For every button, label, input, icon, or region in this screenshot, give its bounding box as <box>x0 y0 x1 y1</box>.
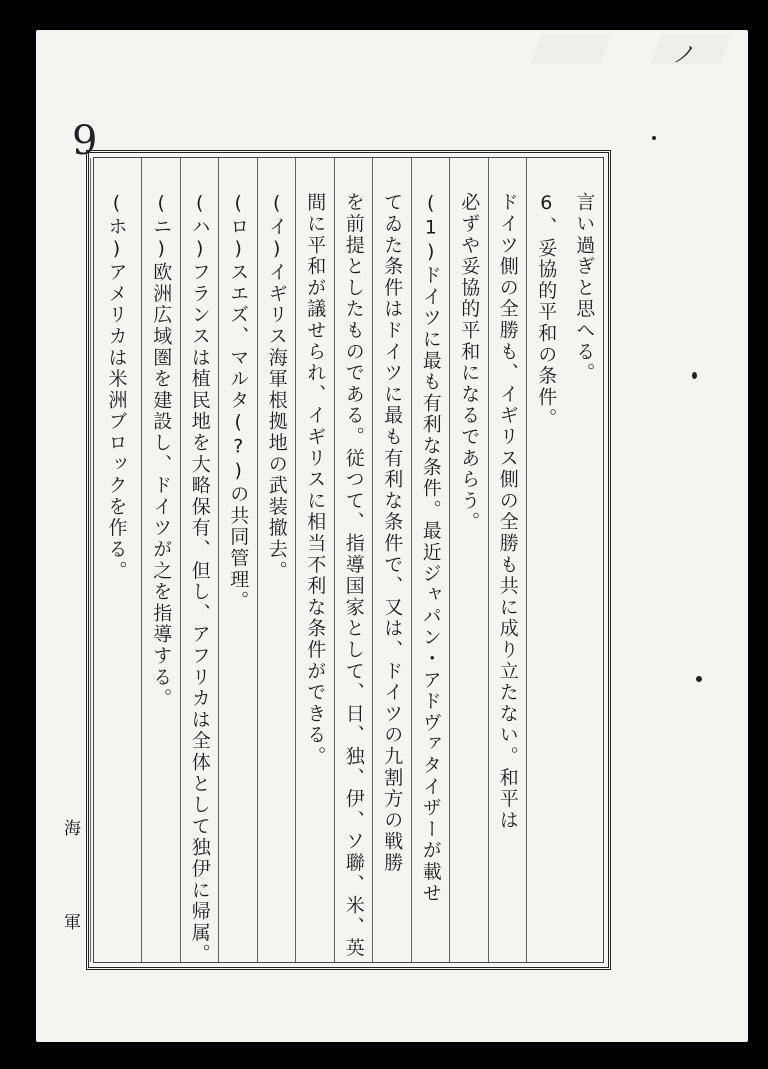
manuscript-column <box>449 158 488 962</box>
ink-speck <box>652 136 656 140</box>
manuscript-column <box>90 158 141 962</box>
column-text: 6、妥協的平和の条件。 <box>535 192 558 430</box>
manuscript-column <box>257 158 296 962</box>
manuscript-column <box>141 158 180 962</box>
column-text: てゐた条件はドイツに最も有利な条件で、又は、ドイツの九割方の戦勝 <box>381 192 404 874</box>
manuscript-column <box>218 158 257 962</box>
column-text: 言い過ぎと思へる。 <box>573 192 596 384</box>
manuscript-column <box>295 158 334 962</box>
manuscript-column <box>372 158 411 962</box>
manuscript-frame <box>86 150 611 970</box>
manuscript-grid <box>93 157 604 963</box>
side-stamp-navy-2: 軍 <box>64 913 81 933</box>
page-number-handwritten: 9 <box>72 118 98 164</box>
column-text: (1)ドイツに最も有利な条件。最近ジャパン・アドヴァタイザーが載せ <box>419 192 442 904</box>
manuscript-column <box>488 158 527 962</box>
column-text: (ニ)欧洲広域圏を建設し、ドイツが之を指導する。 <box>150 192 173 710</box>
column-text: (ハ)フランスは植民地を大略保有、但し、アフリカは全体として独伊に帰属。 <box>188 192 211 965</box>
manuscript-column <box>411 158 450 962</box>
column-text: ドイツ側の全勝も、イギリス側の全勝も共に成り立たない。和平は <box>496 192 519 831</box>
paper-fold-tab <box>531 34 612 64</box>
column-text: (ロ)スエズ、マルタ(?)の共同管理。 <box>227 192 250 612</box>
page-number-top: ノ <box>672 43 695 68</box>
column-text: 必ずや妥協的平和になるであらう。 <box>458 192 481 533</box>
ink-speck <box>696 676 702 682</box>
manuscript-column <box>334 158 373 962</box>
column-text: を前提としたものである。従つて、指導国家として、日、独、伊、ソ聯、米、英 <box>342 192 365 959</box>
manuscript-column <box>565 158 604 962</box>
side-stamp-navy-1: 海 <box>64 819 81 839</box>
column-text: 間に平和が議せられ、イギリスに相当不利な条件ができる。 <box>304 192 327 768</box>
ink-speck <box>692 372 697 379</box>
column-text: (イ)イギリス海軍根拠地の武装撤去。 <box>265 192 288 582</box>
manuscript-column <box>526 158 565 962</box>
manuscript-column <box>180 158 219 965</box>
column-text: (ホ)アメリカは米洲ブロックを作る。 <box>105 192 128 582</box>
